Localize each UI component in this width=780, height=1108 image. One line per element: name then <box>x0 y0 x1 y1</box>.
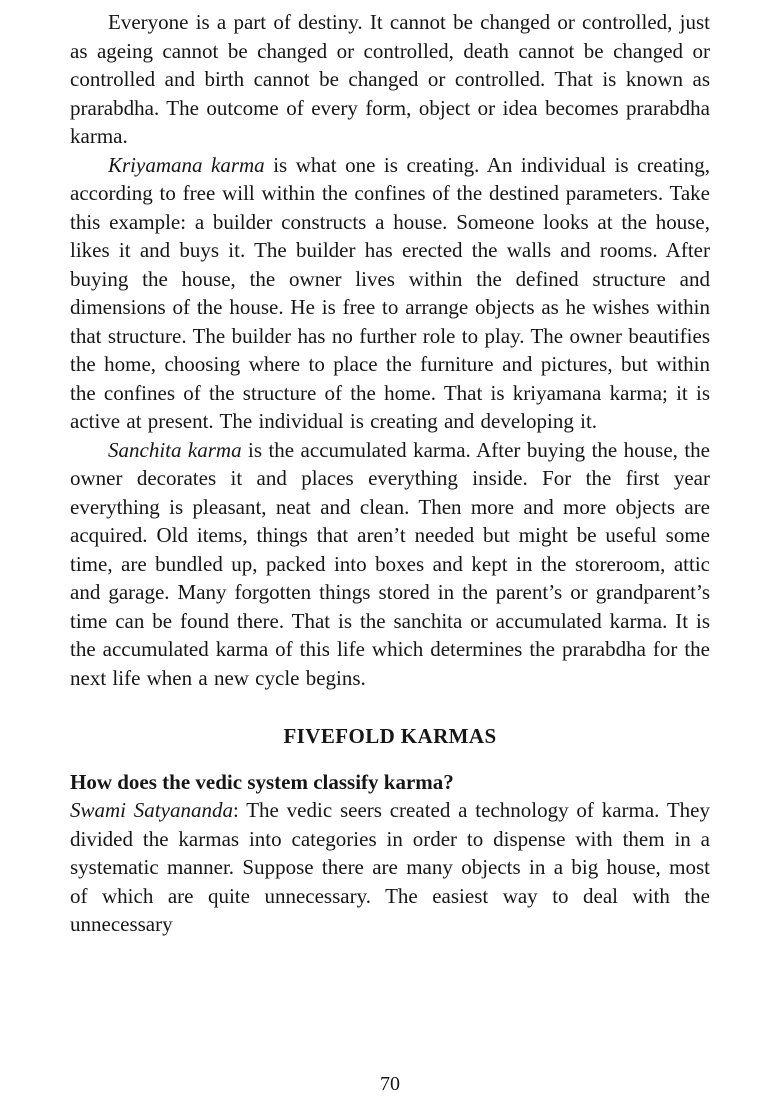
paragraph-answer <box>70 796 710 939</box>
paragraph-kriyamana-karma <box>70 151 710 436</box>
question-heading: How does the vedic system classify karma? <box>70 769 454 794</box>
paragraph-text: Everyone is a part of destiny. It cannot be changed or controlled, just as ageing cannot be changed or controlled, death cannot be changed or controlled and birth cannot be changed or controlled. That is known as prarabdha. The outcome of every form, object or idea becomes prarabdha karma. <box>70 10 710 148</box>
paragraph-sanchita-karma <box>70 436 710 693</box>
speaker-name: Swami Satyananda <box>70 798 233 822</box>
paragraph-text: is the accumulated karma. After buying the house, the owner decorates it and places everything inside. For the first year everything is pleasant, neat and clean. Then more and more objects are acquired. Old items, things that aren’t needed but might be useful some time, are bundled up, packed into boxes and kept in the storeroom, attic and garage. Many forgotten things stored in the parent’s or grandparent’s time can be found there. That is the sanchita or accumulated karma. It is the accumulated karma of this life which determines the prarabdha for the next life when a new cycle begins. <box>70 437 711 690</box>
paragraph-text: : The vedic seers created a technology of karma. They divided the karmas into categories in order to dispense with them in a systematic manner. Suppose there are many objects in a big house, most of which are quite unnecessary. The easiest way to deal with the unnecessary <box>70 798 710 936</box>
section-heading: FIVEFOLD KARMAS <box>283 724 497 748</box>
paragraph-lead: Sanchita karma <box>108 437 242 462</box>
paragraph-lead: Kriyamana karma <box>108 152 265 177</box>
paragraph-text: is what one is creating. An individual is creating, according to free will within the confines of the destined parameters. Take this example: a builder constructs a house. Someone looks at the house, likes it and buys it. The builder has erected the walls and rooms. After buying the house, the owner lives within the defined structure and dimensions of the house. He is free to arrange objects as he wishes within that structure. The builder has no further role to play. The owner beautifies the home, choosing where to place the furniture and pictures, but within the confines of the structure of the home. That is kriyamana karma; it is active at present. The individual is creating and developing it. <box>70 152 710 433</box>
page-number: 70 <box>380 1073 400 1095</box>
paragraph-destiny <box>70 8 710 151</box>
